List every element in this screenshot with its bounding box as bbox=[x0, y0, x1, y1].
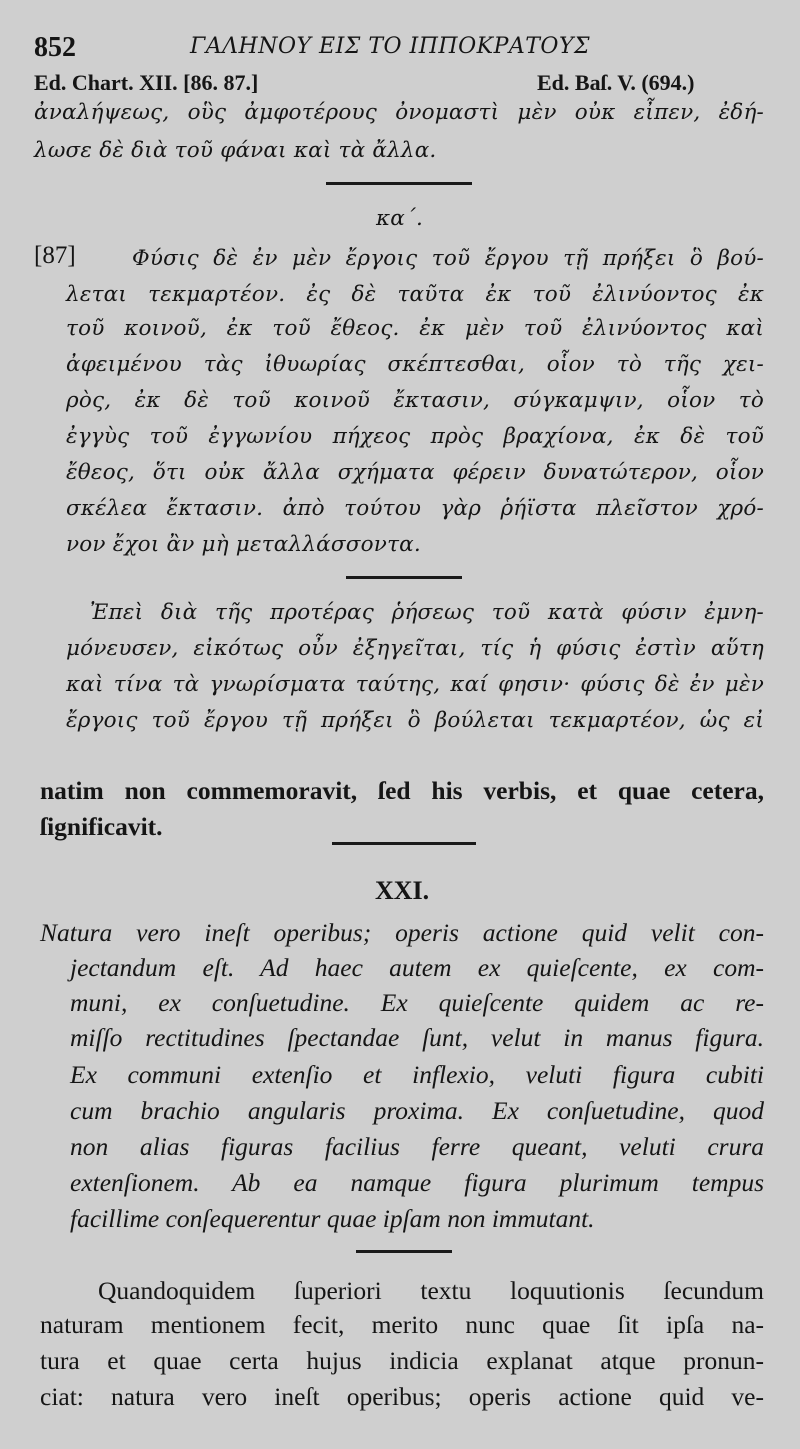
edition-right: Ed. Baſ. V. (694.) bbox=[537, 70, 695, 95]
running-title: ΓΑΛΗΝΟΥ ΕΙΣ ΤΟ ΙΠΠΟΚΡΑΤΟΥΣ bbox=[190, 34, 591, 59]
latin-text-line: miſſo rectitudines ſpectandae ſunt, velut in manus figura. bbox=[70, 1023, 764, 1052]
greek-text-line: ρὸς, ἐκ δὲ τοῦ κοινοῦ ἔκτασιν, σύγκαμψιν, οἷον τὸ bbox=[66, 388, 764, 413]
greek-intro-line: λωσε δὲ διὰ τοῦ φάναι καὶ τὰ ἄλλα. bbox=[34, 138, 437, 163]
section-divider bbox=[332, 842, 476, 845]
section-divider bbox=[346, 576, 462, 579]
greek-text-line: λεται τεκμαρτέον. ἐς δὲ ταῦτα ἐκ τοῦ ἐλινύοντος ἐκ bbox=[66, 282, 764, 307]
section-divider bbox=[326, 182, 472, 185]
greek-text-line: ἔθεος, ὅτι οὐκ ἄλλα σχήματα φέρειν δυνατώτερον, οἷον bbox=[66, 460, 764, 485]
latin-text-line: extenſionem. Ab ea namque figura plurimum tempus bbox=[70, 1168, 764, 1197]
greek-text-line: τοῦ κοινοῦ, ἐκ τοῦ ἔθεος. ἐκ μὲν τοῦ ἐλινύοντος καὶ bbox=[66, 316, 764, 341]
greek-text-line: νον ἔχοι ἂν μὴ μεταλλάσσοντα. bbox=[66, 532, 421, 557]
page-marker: [87] bbox=[34, 242, 76, 269]
page-number: 852 bbox=[34, 32, 76, 63]
latin-intro-line: ſignificavit. bbox=[40, 812, 163, 841]
latin-commentary-line: ciat: natura vero ineſt operibus; operis actione quid ve- bbox=[40, 1382, 764, 1411]
section-divider bbox=[356, 1250, 452, 1253]
greek-intro-line: ἀναλήψεως, οὓς ἀμφοτέρους ὀνομαστὶ μὲν οὐκ εἶπεν, ἐδή- bbox=[34, 100, 764, 125]
latin-commentary-line: Quandoquidem ſuperiori textu loquutionis ſecundum bbox=[98, 1276, 764, 1305]
latin-text-line: Ex communi extenſio et inflexio, veluti figura cubiti bbox=[70, 1060, 764, 1089]
greek-commentary-line: μόνευσεν, εἰκότως οὖν ἐξηγεῖται, τίς ἡ φύσις ἐστὶν αὕτη bbox=[66, 636, 764, 661]
greek-commentary-line: Ἐπεὶ διὰ τῆς προτέρας ῥήσεως τοῦ κατὰ φύσιν ἐμνη- bbox=[90, 600, 764, 625]
greek-section-number: κα΄. bbox=[376, 206, 424, 231]
latin-text-line: muni, ex conſuetudine. Ex quieſcente quidem ac re- bbox=[70, 988, 764, 1017]
greek-commentary-line: καὶ τίνα τὰ γνωρίσματα ταύτης, καί φησιν· φύσις δὲ ἐν μὲν bbox=[66, 672, 764, 697]
greek-commentary-line: ἔργοις τοῦ ἔργου τῇ πρήξει ὃ βούλεται τεκμαρτέον, ὡς εἰ bbox=[66, 708, 764, 733]
greek-text-line: ἐγγὺς τοῦ ἐγγωνίου πήχεος πρὸς βραχίονα, ἐκ δὲ τοῦ bbox=[66, 424, 764, 449]
latin-commentary-line: tura et quae certa hujus indicia explanat atque pronun- bbox=[40, 1346, 764, 1375]
latin-text-line: jectandum eſt. Ad haec autem ex quieſcente, ex com- bbox=[70, 953, 764, 982]
edition-left: Ed. Chart. XII. [86. 87.] bbox=[34, 70, 259, 95]
greek-text-line: ἀφειμένου τὰς ἰθυωρίας σκέπτεσθαι, οἷον τὸ τῆς χει- bbox=[66, 352, 764, 377]
latin-intro-line: natim non commemoravit, ſed his verbis, et quae cetera, bbox=[40, 776, 764, 805]
greek-text-line: Φύσις δὲ ἐν μὲν ἔργοις τοῦ ἔργου τῇ πρήξει ὃ βού- bbox=[132, 246, 764, 271]
latin-text-line: non alias figuras facilius ferre queant, veluti crura bbox=[70, 1132, 764, 1161]
latin-commentary-line: naturam mentionem fecit, merito nunc quae ſit ipſa na- bbox=[40, 1310, 764, 1339]
latin-text-line: Natura vero ineſt operibus; operis actione quid velit con- bbox=[40, 918, 764, 947]
greek-text-line: σκέλεα ἔκτασιν. ἀπὸ τούτου γὰρ ῥήϊστα πλεῖστον χρό- bbox=[66, 496, 764, 521]
latin-text-line: cum brachio angularis proxima. Ex conſuetudine, quod bbox=[70, 1096, 764, 1125]
latin-text-line: facillime conſequerentur quae ipſam non immutant. bbox=[70, 1204, 595, 1233]
latin-section-number: XXI. bbox=[375, 876, 430, 905]
